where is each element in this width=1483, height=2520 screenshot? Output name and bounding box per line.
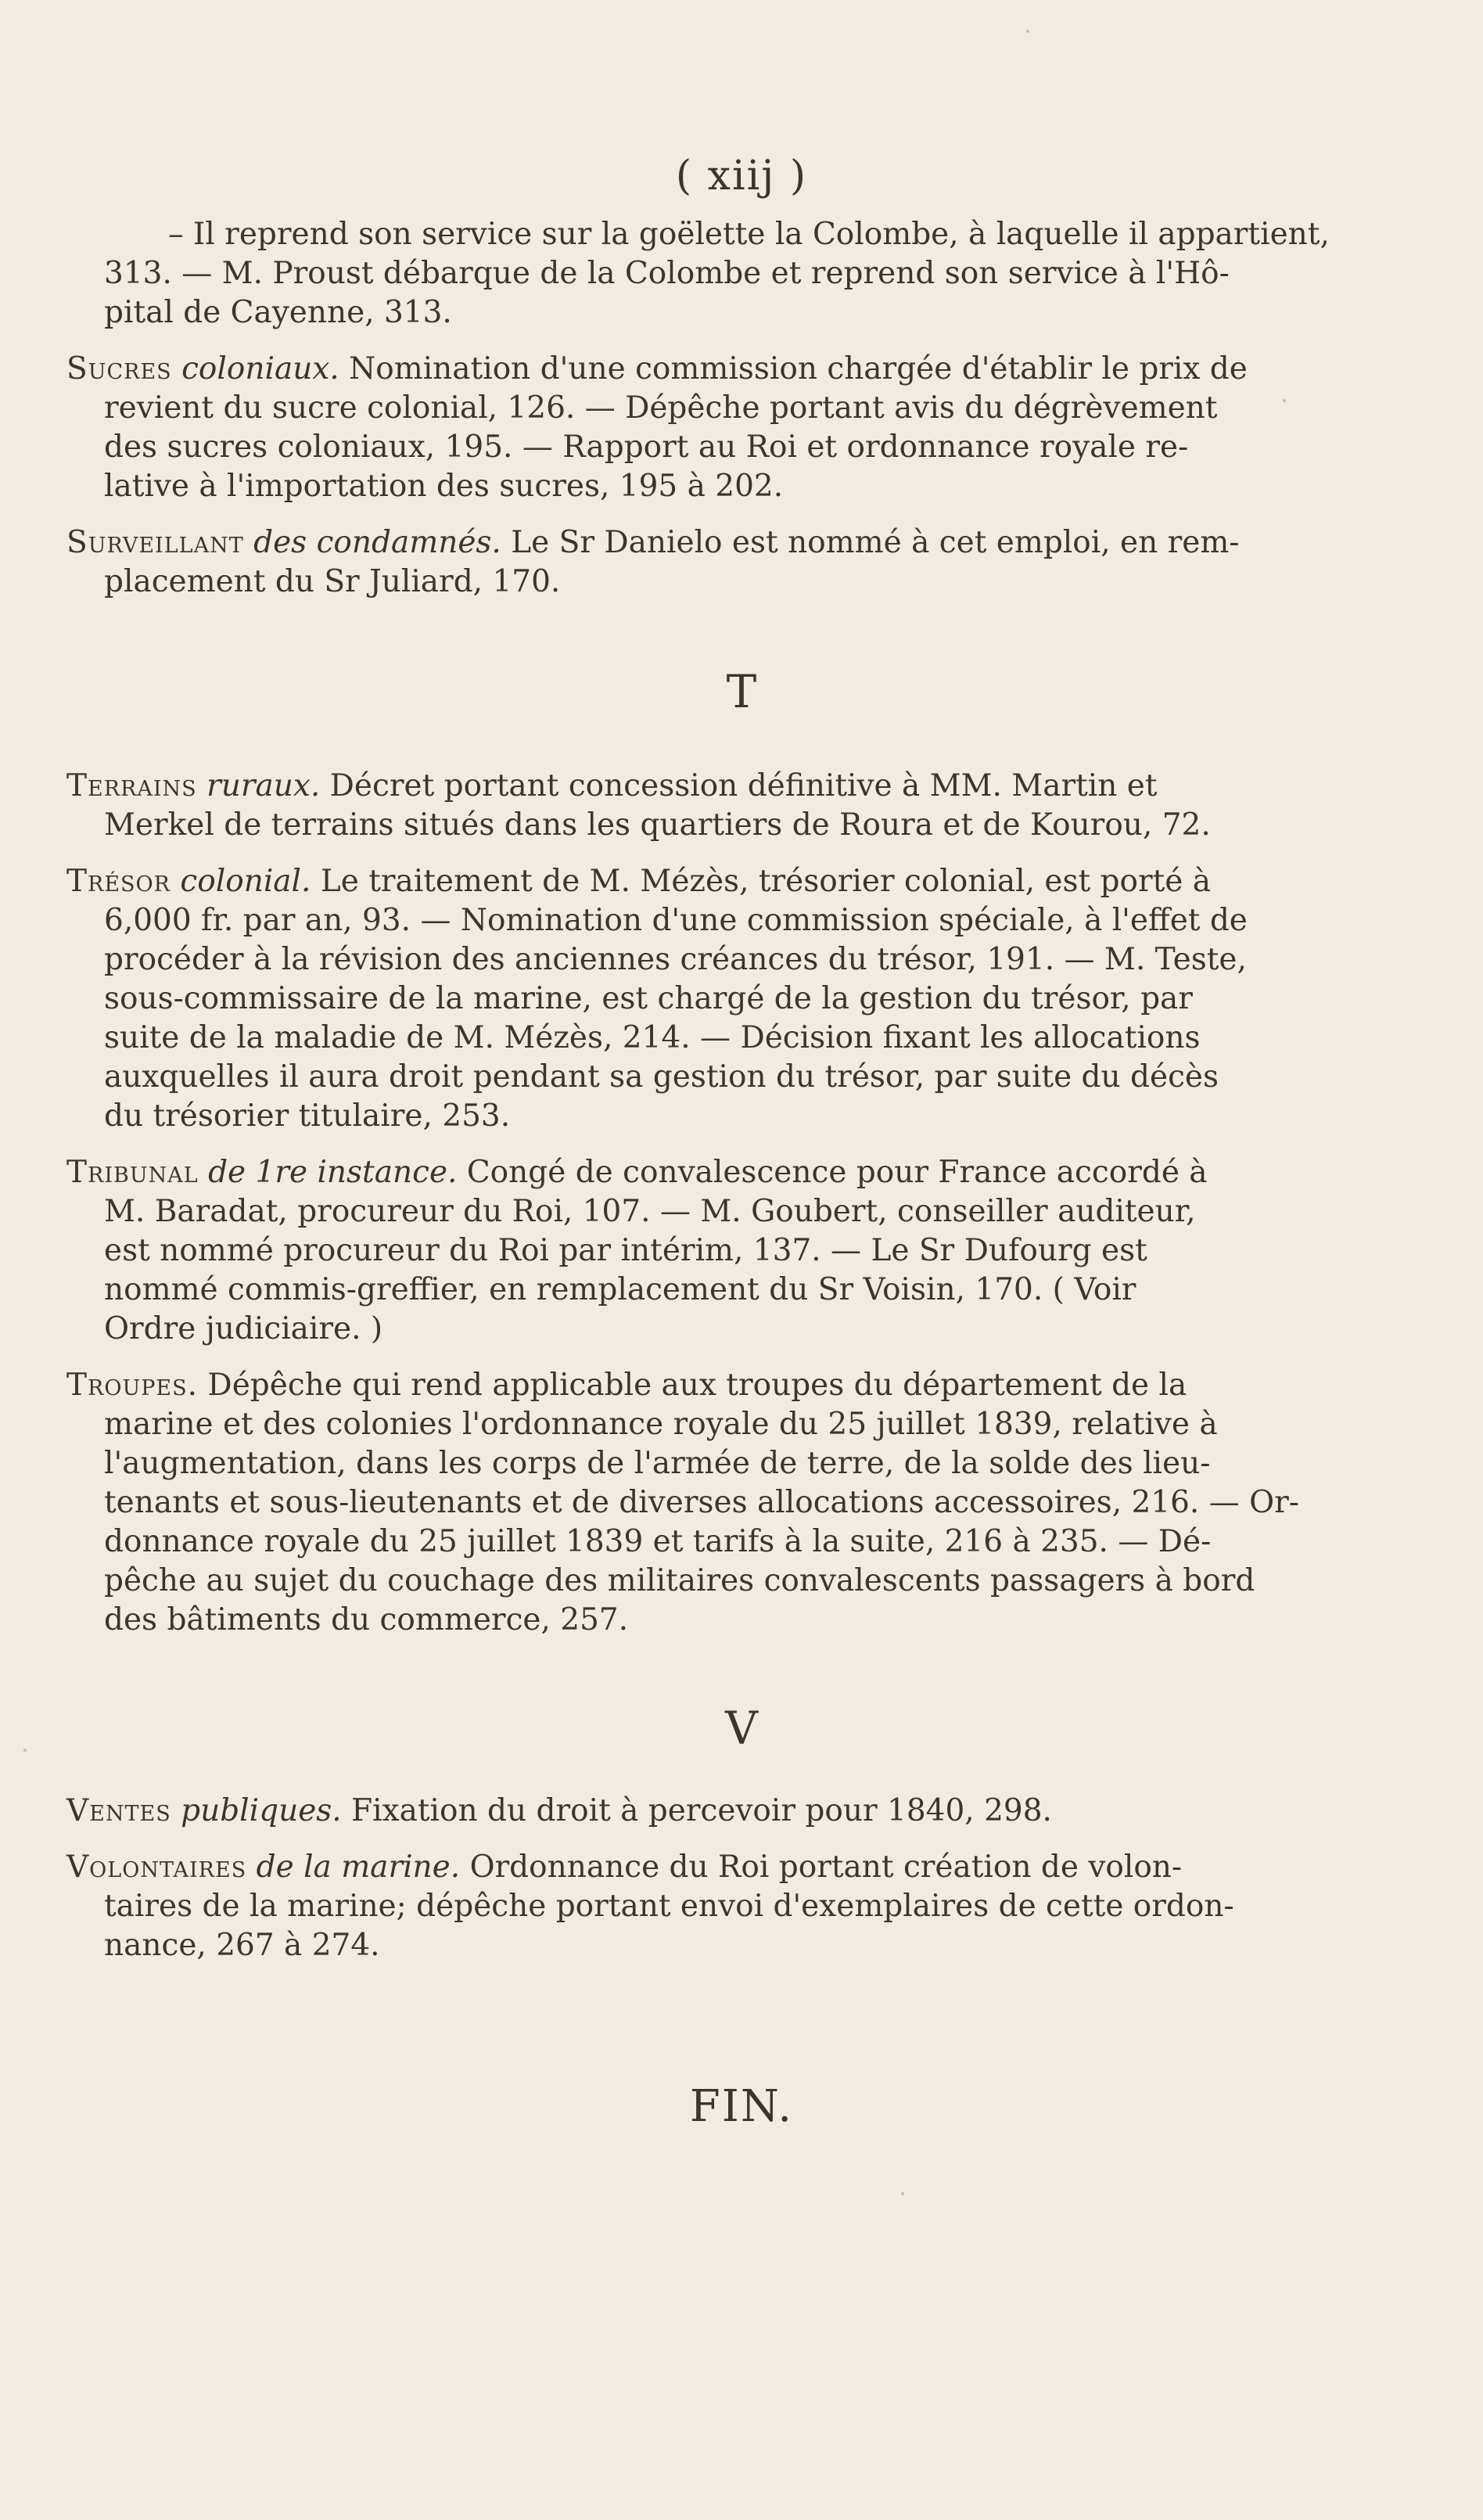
entry-first-line bbox=[66, 523, 1240, 563]
section-letter-v: V bbox=[725, 1702, 758, 1755]
entry-line: nommé commis-greffier, en remplacement du Sr Voisin, 170. ( Voir bbox=[104, 1272, 1136, 1307]
entry-line: Merkel de terrains situés dans les quartiers de Roura et de Kourou, 72. bbox=[104, 807, 1211, 843]
entry-line: pital de Cayenne, 313. bbox=[104, 295, 452, 330]
entry-first-line bbox=[66, 350, 1248, 389]
entry-heading: Troupes. bbox=[66, 1368, 199, 1403]
index-entry bbox=[66, 1792, 1240, 1831]
entry-line: est nommé procureur du Roi par intérim, 137. — Le Sr Dufourg est bbox=[104, 1233, 1147, 1268]
entry-first-line bbox=[66, 862, 1240, 901]
entry-first-line bbox=[66, 1153, 1240, 1192]
entry-qualifier: des condamnés. bbox=[253, 525, 501, 560]
entry-line: taires de la marine; dépêche portant envoi d'exemplaires de cette ordon- bbox=[104, 1889, 1234, 1924]
entry-heading: Tribunal bbox=[66, 1155, 199, 1190]
entry-line: l'augmentation, dans les corps de l'armée de terre, de la solde des lieu- bbox=[104, 1446, 1211, 1481]
entry-heading: Volontaires bbox=[66, 1850, 247, 1885]
entry-heading: Surveillant bbox=[66, 525, 244, 560]
entries-block-s bbox=[66, 215, 1330, 619]
entry-first-line bbox=[66, 767, 1240, 806]
index-entry bbox=[66, 1366, 1299, 1640]
entry-qualifier: de la marine. bbox=[256, 1850, 461, 1885]
entry-line: donnance royale du 25 juillet 1839 et tarifs à la suite, 216 à 235. — Dé- bbox=[104, 1524, 1212, 1559]
entry-line: placement du Sr Juliard, 170. bbox=[104, 564, 561, 599]
entry-text: Fixation du droit à percevoir pour 1840, 298. bbox=[351, 1793, 1052, 1828]
entry-heading: Sucres bbox=[66, 351, 172, 386]
entry-first-line bbox=[66, 1848, 1240, 1887]
fin-label: FIN. bbox=[689, 2081, 794, 2132]
entry-heading: Terrains bbox=[66, 768, 197, 803]
index-entry bbox=[66, 523, 1240, 602]
entry-first-line bbox=[66, 1792, 1240, 1831]
entry-line: revient du sucre colonial, 126. — Dépêche portant avis du dégrèvement bbox=[104, 390, 1218, 426]
paper-speck bbox=[1283, 399, 1286, 402]
entries-block-t bbox=[66, 767, 1299, 1657]
entry-line: pêche au sujet du couchage des militaires convalescents passagers à bord bbox=[104, 1563, 1255, 1598]
paper-speck bbox=[901, 2192, 904, 2195]
section-letter-t: T bbox=[726, 665, 757, 718]
page-header: ( xiij ) bbox=[675, 153, 808, 200]
entry-first-line bbox=[66, 1366, 1240, 1405]
entry-line: des bâtiments du commerce, 257. bbox=[104, 1602, 629, 1637]
entry-text: Dépêche qui rend applicable aux troupes du département de la bbox=[207, 1368, 1187, 1403]
entry-line: sous-commissaire de la marine, est chargé de la gestion du trésor, par bbox=[104, 981, 1193, 1016]
entry-line: lative à l'importation des sucres, 195 à 202. bbox=[104, 469, 784, 504]
paper-speck bbox=[1026, 30, 1029, 33]
index-entry bbox=[66, 767, 1240, 845]
entry-qualifier: de 1re instance. bbox=[208, 1155, 458, 1190]
entry-line: marine et des colonies l'ordonnance royale du 25 juillet 1839, relative à bbox=[104, 1407, 1218, 1442]
entry-text: Décret portant concession définitive à MM. Martin et bbox=[329, 768, 1158, 803]
entry-line: 313. — M. Proust débarque de la Colombe et reprend son service à l'Hô- bbox=[104, 256, 1230, 291]
index-entry bbox=[66, 1153, 1240, 1349]
entry-text: Congé de convalescence pour France accordé à bbox=[466, 1155, 1208, 1190]
index-entry bbox=[66, 350, 1248, 506]
entry-text: Nomination d'une commission chargée d'établir le prix de bbox=[349, 351, 1248, 386]
entry-line: auxquelles il aura droit pendant sa gestion du trésor, par suite du décès bbox=[104, 1059, 1219, 1095]
entry-line: du trésorier titulaire, 253. bbox=[104, 1098, 511, 1134]
paper-speck bbox=[23, 1749, 27, 1752]
entry-line: nance, 267 à 274. bbox=[104, 1928, 380, 1963]
entry-heading: Ventes bbox=[66, 1793, 171, 1828]
entry-line: des sucres coloniaux, 195. — Rapport au Roi et ordonnance royale re- bbox=[104, 430, 1189, 465]
index-entry bbox=[66, 215, 1330, 333]
entry-line: tenants et sous-lieutenants et de diverses allocations accessoires, 216. — Or- bbox=[104, 1485, 1299, 1520]
index-entry bbox=[66, 1848, 1240, 1965]
entry-heading: Trésor bbox=[66, 864, 171, 899]
entries-block-v bbox=[66, 1792, 1240, 1983]
entry-line: 6,000 fr. par an, 93. — Nomination d'une commission spéciale, à l'effet de bbox=[104, 903, 1248, 938]
entry-line: M. Baradat, procureur du Roi, 107. — M. Goubert, conseiller auditeur, bbox=[104, 1194, 1196, 1229]
entry-line: – Il reprend son service sur la goëlette la Colombe, à laquelle il appartient, bbox=[168, 217, 1330, 252]
entry-line: suite de la maladie de M. Mézès, 214. — Décision fixant les allocations bbox=[104, 1020, 1201, 1055]
entry-text: Le Sr Danielo est nommé à cet emploi, en rem- bbox=[511, 525, 1240, 560]
entry-line: procéder à la révision des anciennes créances du trésor, 191. — M. Teste, bbox=[104, 942, 1247, 977]
entry-qualifier: publiques. bbox=[181, 1793, 342, 1828]
entry-line: Ordre judiciaire. ) bbox=[104, 1311, 383, 1346]
entry-qualifier: colonial. bbox=[180, 864, 311, 899]
entry-qualifier: ruraux. bbox=[206, 768, 321, 803]
index-entry bbox=[66, 862, 1248, 1136]
entry-text: Le traitement de M. Mézès, trésorier colonial, est porté à bbox=[320, 864, 1212, 899]
entry-text: Ordonnance du Roi portant création de volon- bbox=[469, 1850, 1183, 1885]
entry-qualifier: coloniaux. bbox=[181, 351, 339, 386]
